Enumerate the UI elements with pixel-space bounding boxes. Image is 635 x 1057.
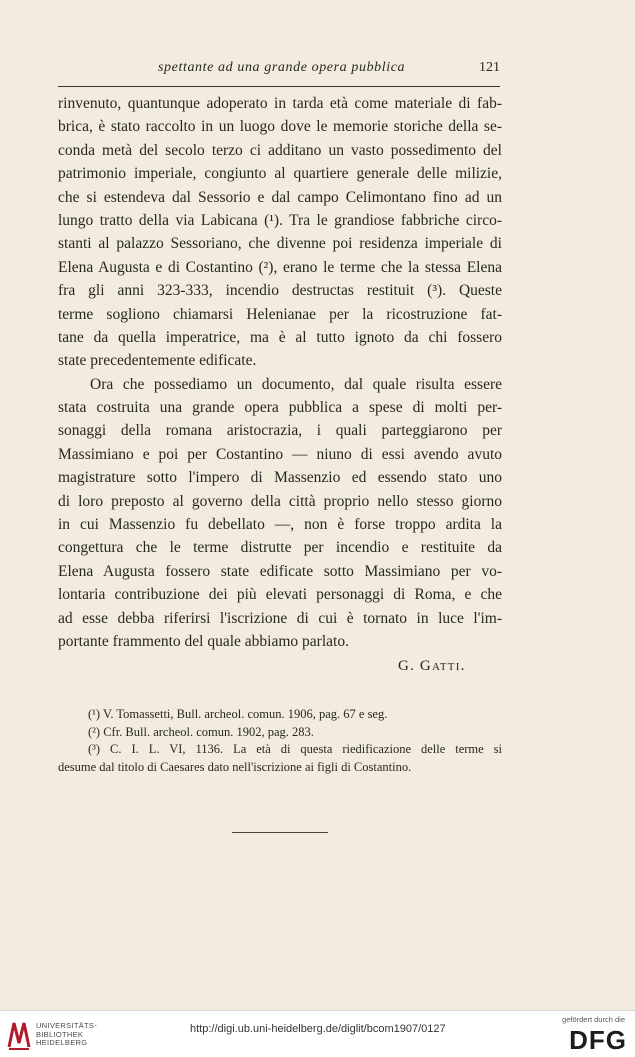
header-rule (58, 86, 500, 87)
body-line: tane da quella imperatrice, ma è al tutto ignoto da chi fossero (58, 328, 502, 346)
page-number: 121 (479, 60, 500, 75)
body-line: ad esse debba riferirsi l'iscrizione di cui è tornato in luce l'im- (58, 609, 502, 627)
body-line: rinvenuto, quantunque adoperato in tarda età come materiale di fab- (58, 95, 502, 112)
body-line: Massimiano e poi per Costantino — niuno di essi avendo avuto (58, 445, 502, 463)
footnote: (¹) V. Tomassetti, Bull. archeol. comun. 1906, pag. 67 e seg. (88, 707, 388, 721)
body-line: magistrature sotto l'impero di Massenzio ed essendo stato uno (58, 469, 502, 487)
body-line: Ora che possediamo un documento, dal quale risulta essere (90, 375, 502, 393)
body-line: Elena Augusta e di Costantino (²), erano le terme che la stessa Elena (58, 258, 502, 276)
library-name-line: BIBLIOTHEK (36, 1029, 84, 1039)
body-line: brica, è stato raccolto in un luogo dove le memorie storiche della se- (58, 118, 502, 136)
body-line: di loro preposto al governo della città proprio nello stesso giorno (58, 492, 502, 510)
body-line: fra gli anni 323-333, incendio destructas restituit (³). Queste (58, 282, 502, 300)
body-line: conda metà del secolo terzo ci additano un vasto possedimento del (58, 141, 502, 159)
body-line: congettura che le terme distrutte per incendio e restituite da (58, 539, 502, 557)
running-header (58, 60, 500, 80)
footnote: desume dal titolo di Caesares dato nell'iscrizione ai figli di Costantino. (58, 759, 412, 774)
body-line: che si estendeva dal Sessorio e dal campo Celimontano fino ad un (58, 188, 502, 206)
viewer-footer (0, 1010, 635, 1057)
dfg-logo: DFG (569, 1025, 627, 1055)
body-line: lontaria contribuzione dei più elevati personaggi di Roma, e che (58, 586, 502, 604)
body-line: state precedentemente edificate. (58, 352, 257, 370)
library-name-line: HEIDELBERG (36, 1038, 88, 1047)
library-name (36, 1022, 97, 1048)
library-name-line: UNIVERSITÄTS- (36, 1021, 97, 1030)
end-rule (232, 832, 328, 833)
university-library-logo-icon (6, 1019, 32, 1051)
footnote: (²) Cfr. Bull. archeol. comun. 1902, pag. 283. (88, 724, 314, 739)
body-line: patrimonio imperiale, congiunto al quartiere generale delle milizie, (58, 165, 502, 183)
author-signature: G. Gatti. (398, 658, 466, 674)
body-line: portante frammento del quale abbiamo parlato. (58, 632, 349, 650)
body-line: lungo tratto della via Labicana (¹). Tra le grandiose fabbriche circo- (58, 211, 502, 229)
body-line: sonaggi della romana aristocrazia, i quali parteggiarono per (58, 422, 502, 440)
body-line: Elena Augusta fossero state edificate sotto Massimiano per vo- (58, 562, 502, 580)
body-line: in cui Massenzio fu debellato —, non è forse troppo ardita la (58, 516, 502, 534)
footnote: (³) C. I. L. VI, 1136. La età di questa riedificazione delle terme si (88, 742, 502, 756)
footnotes (58, 706, 502, 776)
body-line: stata costruita una grande opera pubblica a spese di molti per- (58, 399, 502, 417)
permalink-url[interactable]: http://digi.ub.uni-heidelberg.de/diglit/bcom1907/0127 (190, 1023, 446, 1035)
body-line: stanti al palazzo Sessoriano, che divenne poi residenza imperiale di (58, 235, 502, 253)
body-line: terme sogliono chiamarsi Helenianae per la ricostruzione fat- (58, 305, 502, 323)
running-title: spettante ad una grande opera pubblica (158, 60, 406, 75)
body-text (58, 92, 502, 653)
funding-label: gefördert durch die (562, 1015, 625, 1024)
